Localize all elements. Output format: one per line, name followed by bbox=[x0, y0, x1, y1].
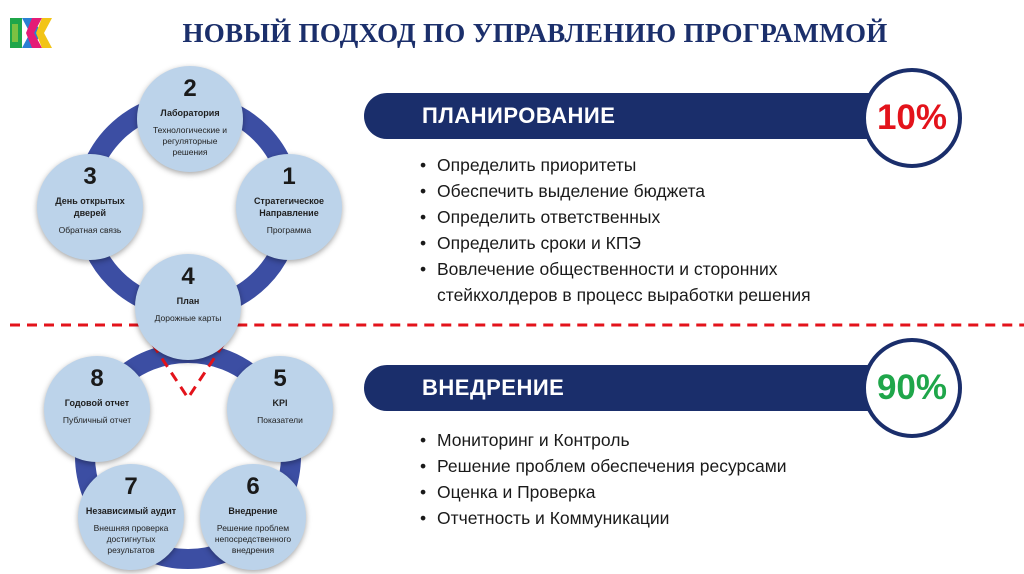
planning-banner bbox=[364, 93, 924, 139]
implementation-banner bbox=[364, 365, 924, 411]
list-item: • Определить сроки и КПЭ bbox=[420, 230, 890, 256]
cycle-node-5: 5 KPI Показатели bbox=[227, 356, 333, 462]
planning-label: ПЛАНИРОВАНИЕ bbox=[422, 103, 616, 128]
list-item: • Определить ответственных bbox=[420, 204, 890, 230]
list-item: • Решение проблем обеспечения ресурсами bbox=[420, 453, 890, 479]
cycle-node-7: 7 Независимый аудит Внешняя проверка достигнутых результатов bbox=[78, 464, 184, 570]
cycle-node-2: 2 Лаборатория Технологические и регуляторные решения bbox=[137, 66, 243, 172]
cycle-node-3: 3 День открытых дверей Обратная связь bbox=[37, 154, 143, 260]
list-item: • Мониторинг и Контроль bbox=[420, 427, 890, 453]
implementation-percent: 90% bbox=[862, 338, 962, 438]
list-item: • Вовлечение общественности и сторонних стейкхолдеров в процесс выработки решения bbox=[420, 256, 890, 308]
list-item: • Оценка и Проверка bbox=[420, 479, 890, 505]
list-item: • Определить приоритеты bbox=[420, 152, 890, 178]
cycle-node-4: 4 План Дорожные карты bbox=[135, 254, 241, 360]
planning-list bbox=[420, 152, 890, 308]
list-item: • Обеспечить выделение бюджета bbox=[420, 178, 890, 204]
list-item: • Отчетность и Коммуникации bbox=[420, 505, 890, 531]
cycle-node-6: 6 Внедрение Решение проблем непосредственного внедрения bbox=[200, 464, 306, 570]
cycle-node-8: 8 Годовой отчет Публичный отчет bbox=[44, 356, 150, 462]
implementation-label: ВНЕДРЕНИЕ bbox=[422, 375, 565, 400]
planning-percent: 10% bbox=[862, 68, 962, 168]
cycle-node-1: 1 Стратегическое Направление Программа bbox=[236, 154, 342, 260]
implementation-list bbox=[420, 427, 890, 531]
page-title: НОВЫЙ ПОДХОД ПО УПРАВЛЕНИЮ ПРОГРАММОЙ bbox=[182, 18, 888, 48]
